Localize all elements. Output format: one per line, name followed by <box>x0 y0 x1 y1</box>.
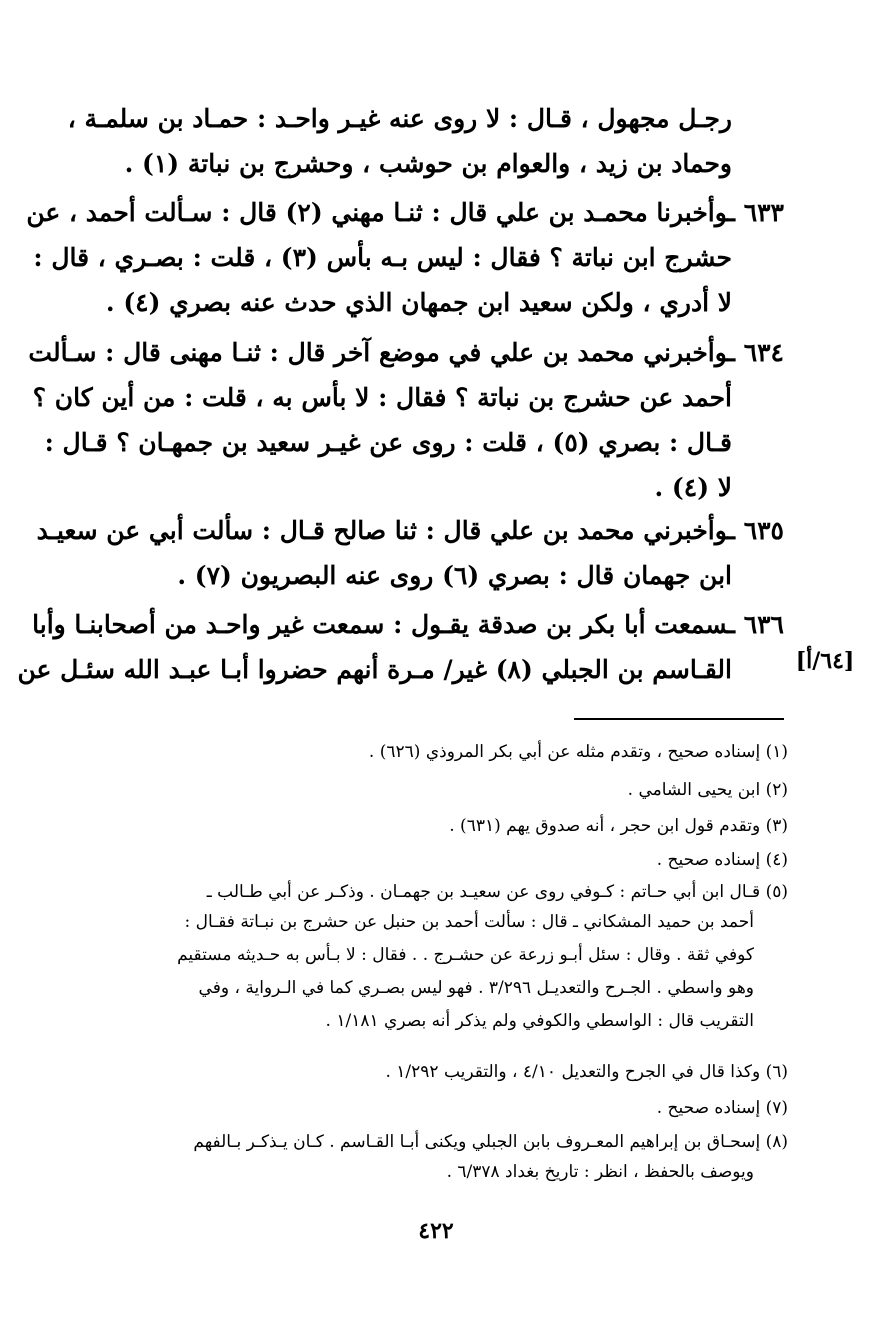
text-line: أحمد عن حشرج بن نباتة ؟ فقال : لا بأس به ، قلت : من أين كان ؟ <box>32 383 732 412</box>
footnote-line: وهو واسطي . الجـرح والتعديـل ٣/٢٩٦ . فهو ليس بصـري كما في الـرواية ، وفي <box>198 978 754 998</box>
text-line: قـال : بصري (٥) ، قلت : روى عن غيـر سعيد بن جمهـان ؟ قـال : <box>44 428 732 457</box>
text-line <box>26 190 784 235</box>
footnote-3 <box>82 812 788 840</box>
manuscript-folio-marker: [٦٤/أ] <box>795 648 855 674</box>
paragraph <box>67 96 784 186</box>
text-line: لا (٤) . <box>654 473 732 502</box>
line-text: وأخبرني محمد بن علي قال : ثنا صالح قـال : سألت أبي عن سعيـد <box>36 516 728 545</box>
text-line: وحماد بن زيد ، والعوام بن حوشب ، وحشرج بن نباتة (١) . <box>124 149 732 178</box>
footnote-line: (٢) ابن يحيى الشامي . <box>627 780 788 800</box>
entry-number: ٦٣٤ ـ <box>727 338 784 367</box>
footnote-line: كوفي ثقة . وقال : سئل أبـو زرعة عن حشـرج . . فقال : لا بـأس به حـديثه مستقيم <box>177 945 754 965</box>
page-number: ٤٢٢ <box>418 1218 454 1244</box>
line-text: سمعت أبا بكر بن صدقة يقـول : سمعت غير واحـد من أصحابنـا وأبا <box>32 610 728 639</box>
text-line: رجـل مجهول ، قـال : لا روى عنه غيـر واحـد : حمـاد بن سلمـة ، <box>67 104 732 133</box>
entry-number: ٦٣٥ ـ <box>727 516 784 545</box>
footnote-5 <box>82 878 788 1038</box>
footnote-2 <box>82 776 788 804</box>
footnote-line: (٤) إسناده صحيح . <box>656 850 788 870</box>
footnote-8 <box>82 1128 788 1189</box>
paragraph-635 <box>36 508 784 598</box>
text-line: لا أدري ، ولكن سعيد ابن جمهان الذي حدث عنه بصري (٤) . <box>105 288 732 317</box>
footnote-line: (٥) قـال ابن أبي حـاتم : كـوفي روى عن سعيـد بن جهمـان . وذكـر عن أبي طـالب ـ <box>206 882 788 902</box>
footnote-line: (٦) وكذا قال في الجرح والتعديل ٤/١٠ ، والتقريب ١/٢٩٢ . <box>385 1062 788 1082</box>
text-line: القـاسم بن الجبلي (٨) غير/ مـرة أنهم حضروا أبـا عبـد الله سئـل عن <box>17 655 732 684</box>
text-line: حشرج ابن نباتة ؟ فقال : ليس بـه بأس (٣) ، قلت : بصـري ، قال : <box>33 243 732 272</box>
footnote-line: التقريب قال : الواسطي والكوفي ولم يذكر أنه بصري ١/١٨١ . <box>325 1011 754 1031</box>
paragraph-634 <box>28 330 784 510</box>
text-line: ابن جهمان قال : بصري (٦) روى عنه البصريون (٧) . <box>177 561 732 590</box>
entry-number: ٦٣٦ ـ <box>727 610 784 639</box>
text-line <box>32 602 784 647</box>
footnote-line: (١) إسناده صحيح ، وتقدم مثله عن أبي بكر المروذي (٦٢٦) . <box>368 742 788 762</box>
line-text: وأخبرنا محمـد بن علي قال : ثنـا مهني (٢) قال : سـألت أحمد ، عن <box>26 198 728 227</box>
paragraph-633 <box>26 190 784 325</box>
footnote-4 <box>82 846 788 874</box>
footnote-line: ويوصف بالحفظ ، انظر : تاريخ بغداد ٦/٣٧٨ . <box>446 1162 754 1182</box>
footnote-line: (٣) وتقدم قول ابن حجر ، أنه صدوق يهم (٦٣١) . <box>449 816 788 836</box>
text-line <box>36 508 784 553</box>
text-line <box>28 330 784 375</box>
footnote-line: (٨) إسحـاق بن إبراهيم المعـروف بابن الجبلي ويكنى أبـا القـاسم . كـان يـذكـر بـالفهم <box>193 1132 788 1152</box>
footnote-1 <box>82 738 788 766</box>
line-text: وأخبرني محمد بن علي في موضع آخر قال : ثنـا مهنى قال : سـألت <box>28 338 728 367</box>
footnote-line: (٧) إسناده صحيح . <box>656 1098 788 1118</box>
footnote-divider <box>574 718 784 720</box>
footnote-6 <box>82 1058 788 1086</box>
footnote-line: أحمد بن حميد المشكاني ـ قال : سألت أحمد بن حنبل عن حشرج بن نبـاتة فقـال : <box>184 912 754 932</box>
entry-number: ٦٣٣ ـ <box>727 198 784 227</box>
footnote-7 <box>82 1094 788 1122</box>
paragraph-636 <box>17 602 784 692</box>
